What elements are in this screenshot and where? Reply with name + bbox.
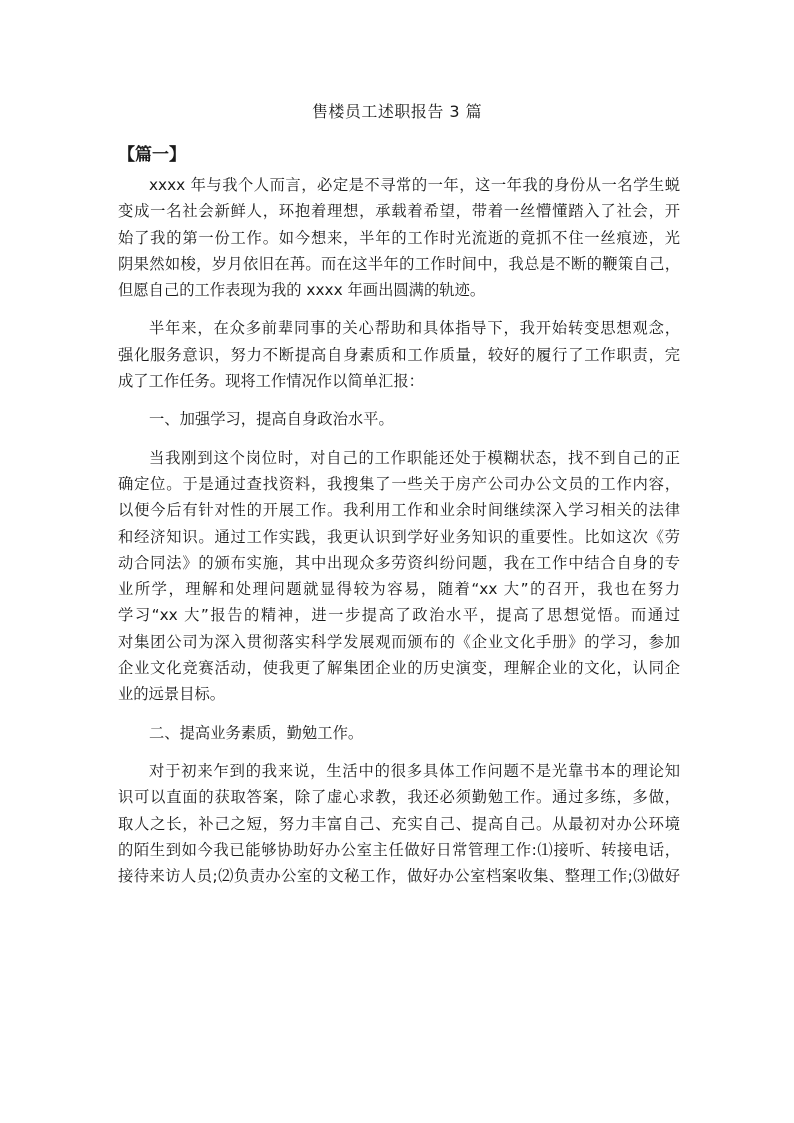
- text-line: 以便今后有针对性的开展工作。我利用工作和业余时间继续深入学习相关的法律: [118, 501, 680, 520]
- subheading: [118, 720, 680, 746]
- subheading: [118, 406, 680, 432]
- subheading-text: 一、加强学习，提高自身政治水平。: [149, 410, 394, 429]
- text-line: 取人之长，补己之短，努力丰富自己、充实自己、提高自己。从最初对办公环境: [118, 814, 680, 833]
- text-line: 当我刚到这个岗位时，对自己的工作职能还处于模糊状态，找不到自己的正: [149, 448, 680, 467]
- text-line: 阴果然如梭，岁月依旧在苒。而在这半年的工作时间中，我总是不断的鞭策自己，: [118, 254, 680, 273]
- subheading-text: 二、提高业务素质，勤勉工作。: [149, 723, 364, 742]
- text-line: 识可以直面的获取答案，除了虚心求教，我还必须勤勉工作。通过多练，多做，: [118, 788, 680, 807]
- section-heading: 【篇一】: [118, 145, 186, 165]
- paragraph: [118, 758, 680, 889]
- text-line: 强化服务意识，努力不断提高自身素质和工作质量，较好的履行了工作职责，完: [118, 345, 680, 364]
- paragraph: [118, 315, 680, 394]
- text-line: xxxx 年与我个人而言，必定是不寻常的一年，这一年我的身份从一名学生蜕: [149, 176, 680, 194]
- text-line: 企业文化竞赛活动，使我更了解集团企业的历史演变，理解企业的文化，认同企: [118, 659, 680, 678]
- text-line: 业所学，理解和处理问题就显得较为容易，随着“xx 大”的召开，我也在努力: [118, 580, 680, 599]
- text-line: 确定位。于是通过查找资料，我搜集了一些关于房产公司办公文员的工作内容，: [118, 474, 680, 493]
- text-line: 和经济知识。通过工作实践，我更认识到学好业务知识的重要性。比如这次《劳: [118, 527, 680, 546]
- text-line: 的陌生到如今我已能够协助好办公室主任做好日常管理工作:⑴接听、转接电话，: [118, 840, 680, 859]
- text-line: 学习“xx 大”报告的精神，进一步提高了政治水平，提高了思想觉悟。而通过: [118, 606, 680, 625]
- text-line: 接待来访人员;⑵负责办公室的文秘工作，做好办公室档案收集、整理工作;⑶做好: [118, 867, 680, 886]
- text-line: 业的远景目标。: [118, 685, 226, 704]
- text-line: 对集团公司为深入贯彻落实科学发展观而颁布的《企业文化手册》的学习，参加: [118, 632, 680, 651]
- text-line: 对于初来乍到的我来说，生活中的很多具体工作问题不是光靠书本的理论知: [149, 761, 680, 780]
- text-line: 但愿自己的工作表现为我的 xxxx 年画出圆满的轨迹。: [118, 281, 486, 300]
- text-line: 成了工作任务。现将工作情况作以简单汇报：: [118, 372, 424, 391]
- text-line: 半年来，在众多前辈同事的关心帮助和具体指导下，我开始转变思想观念，: [149, 319, 680, 338]
- document-body: [118, 172, 680, 901]
- page-title: 售楼员工述职报告 3 篇: [311, 102, 483, 121]
- text-line: 动合同法》的颁布实施，其中出现众多劳资纠纷问题，我在工作中结合自身的专: [118, 553, 680, 572]
- text-line: 变成一名社会新鲜人，环抱着理想，承载着希望，带着一丝懵懂踏入了社会，开: [118, 202, 680, 221]
- paragraph: [118, 172, 680, 303]
- text-line: 始了我的第一份工作。如今想来，半年的工作时光流逝的竟抓不住一丝痕迹，光: [118, 228, 680, 247]
- paragraph: [118, 445, 680, 708]
